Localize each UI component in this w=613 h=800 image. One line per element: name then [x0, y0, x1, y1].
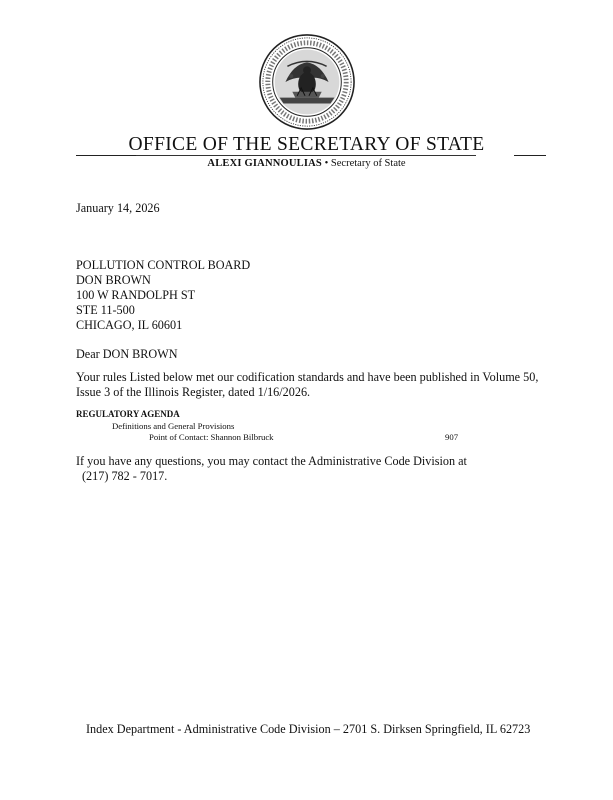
footer-address: Index Department - Administrative Code Division – 2701 S. Dirksen Springfield, IL 62723 — [86, 722, 531, 736]
body-line: Issue 3 of the Illinois Register, dated 1/16/2026. — [76, 385, 311, 399]
header-rule-left — [76, 155, 136, 156]
secretary-line — [0, 158, 613, 169]
agenda-contact: Point of Contact: Shannon Bilbruck — [149, 432, 274, 442]
recipient-line: STE 11-500 — [76, 303, 135, 317]
recipient-line: POLLUTION CONTROL BOARD — [76, 258, 251, 272]
letter-date: January 14, 2026 — [76, 201, 160, 215]
body-paragraph — [76, 370, 538, 400]
secretary-name: ALEXI GIANNOULIAS — [207, 158, 322, 169]
recipient-address — [76, 258, 250, 333]
office-title: OFFICE OF THE SECRETARY OF STATE — [128, 134, 485, 155]
body-line: Your rules Listed below met our codification standards and have been published in Volume 50, — [76, 370, 539, 384]
header-rule-center — [136, 155, 476, 156]
illinois-state-seal-icon — [258, 33, 356, 131]
header-rule-right — [514, 155, 546, 156]
secretary-title: Secretary of State — [330, 158, 406, 169]
agenda-item-title: Definitions and General Provisions — [112, 421, 235, 431]
closing-paragraph — [76, 454, 467, 484]
agenda-heading: REGULATORY AGENDA — [76, 409, 180, 419]
closing-line: (217) 782 - 7017. — [82, 469, 168, 483]
recipient-line: 100 W RANDOLPH ST — [76, 288, 196, 302]
salutation: Dear DON BROWN — [76, 347, 178, 361]
recipient-line: CHICAGO, IL 60601 — [76, 318, 183, 332]
agenda-page-number: 907 — [445, 432, 459, 442]
closing-line: If you have any questions, you may contact the Administrative Code Division at — [76, 454, 467, 468]
recipient-line: DON BROWN — [76, 273, 151, 287]
secretary-bullet: • — [324, 158, 329, 169]
